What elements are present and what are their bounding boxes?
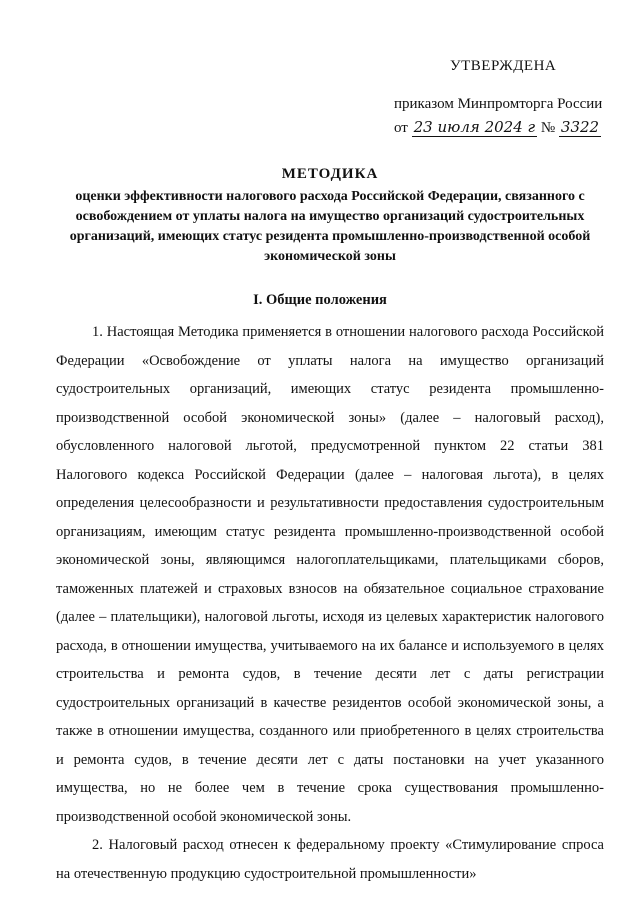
document-title-block: [60, 166, 600, 267]
section-heading: I. Общие положения: [253, 292, 387, 308]
number-sign: №: [540, 120, 556, 136]
document-subtitle: оценки эффективности налогового расхода Российской Федерации, связанного с освобождением от уплаты налога на имущество организаций судостроительных организаций, имеющих статус резидента промышленно-производственной особой экономической зоны: [69, 189, 591, 264]
order-date-line: [394, 118, 601, 137]
order-reference: приказом Минпромторга России: [394, 96, 603, 112]
document-body: [56, 318, 604, 888]
date-prefix: от: [394, 120, 408, 136]
handwritten-date: 23 июля 2024 г: [413, 118, 536, 136]
paragraph-1: 1. Настоящая Методика применяется в отношении налогового расхода Российской Федерации «Освобождение от уплаты налога на имущество организаций судостроительных организаций, имеющих статус резидента промышленно-производственной особой экономической зоны» (далее – налоговый расход), обусловленного налоговой льготой, предусмотренной пунктом 22 статьи 381 Налогового кодекса Российской Федерации (далее – налоговая льгота), в целях определения целесообразности и результативности предоставления судостроительным организациям, имеющим статус резидента промышленно-производственной особой экономической зоны, являющимся налогоплательщиками, плательщиками сборов, таможенных платежей и страховых взносов на обязательное социальное страхование (далее – плательщики), налоговой льготы, исходя из целевых характеристик налогового расхода, в отношении имущества, учитываемого на их балансе и используемого в целях строительства и ремонта судов, в течение десяти лет с даты регистрации судостроительных организаций в качестве резидентов особой экономической зоны, а также в отношении имущества, созданного или приобретенного в целях строительства и ремонта судов, в течение десяти лет с даты постановки на учет указанного имущества, но не более чем в течение срока существования промышленно-производственной особой экономической зоны.: [56, 324, 604, 825]
approved-label: УТВЕРЖДЕНА: [450, 58, 557, 74]
handwritten-order-number: 3322: [560, 118, 600, 136]
paragraph-2: 2. Налоговый расход отнесен к федеральному проекту «Стимулирование спроса на отечественную продукцию судостроительной промышленности»: [56, 837, 604, 882]
document-title: МЕТОДИКА: [281, 166, 379, 182]
